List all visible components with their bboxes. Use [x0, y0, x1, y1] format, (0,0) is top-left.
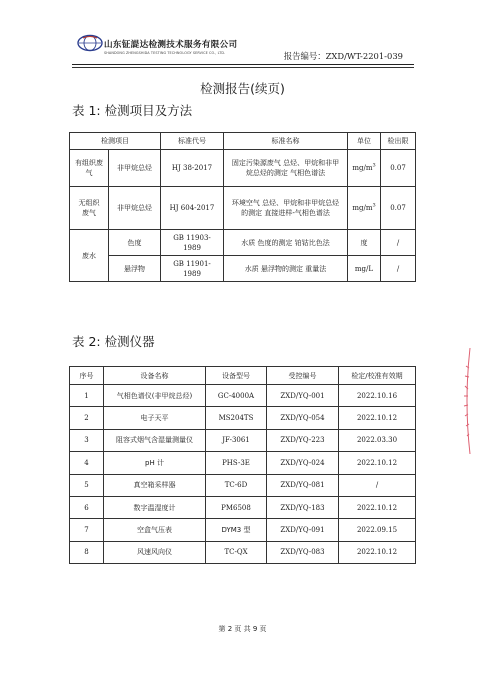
table1-name-cell: 环境空气 总烃、甲烷和非甲烷总烃的测定 直接进样-气相色谱法 [224, 187, 348, 230]
table1-code-cell: GB 11903-1989 [161, 230, 224, 256]
table1-header-cell: 检出限 [381, 133, 416, 150]
table1-name-cell: 固定污染源废气 总烃、甲烷和非甲烷总烃的测定 气相色谱法 [224, 150, 348, 187]
table2-model-cell: PM6508 [206, 496, 267, 518]
table-row [70, 385, 416, 407]
table2-date-cell: 2022.10.16 [339, 385, 416, 407]
company-logo-icon [77, 34, 103, 52]
table2-date-cell: 2022.10.12 [339, 541, 416, 563]
table2-no-cell: 7 [70, 519, 104, 541]
table2-header-cell: 设备型号 [206, 367, 267, 385]
table1-group-cell: 有组织废气 [70, 150, 109, 187]
table1-limit-cell: 0.07 [381, 150, 416, 187]
table2-name-cell: 真空箱采样器 [104, 474, 206, 496]
table1-item-cell: 非甲烷总烃 [109, 187, 161, 230]
table2-header-cell: 序号 [70, 367, 104, 385]
table1-code-cell: HJ 604-2017 [161, 187, 224, 230]
table2-model-cell: TC-QX [206, 541, 267, 563]
table2-date-cell: / [339, 474, 416, 496]
seal-stamp-icon [461, 346, 475, 456]
table1-item-cell: 非甲烷总烃 [109, 150, 161, 187]
table2-id-cell: ZXD/YQ-091 [267, 519, 339, 541]
table1-item-cell: 悬浮物 [109, 256, 161, 282]
table2-model-cell: GC-4000A [206, 385, 267, 407]
table2-no-cell: 1 [70, 385, 104, 407]
table2-id-cell: ZXD/YQ-083 [267, 541, 339, 563]
table1-unit-cell [348, 187, 381, 230]
table1-header-cell: 单位 [348, 133, 381, 150]
table2-date-cell: 2022.03.30 [339, 429, 416, 451]
table2-instruments [69, 366, 416, 564]
report-number-label: 报告编号： [283, 51, 326, 61]
table1-item-cell: 色度 [109, 230, 161, 256]
table2-id-cell: ZXD/YQ-001 [267, 385, 339, 407]
table1-limit-cell: 0.07 [381, 187, 416, 230]
table2-no-cell: 3 [70, 429, 104, 451]
table2-id-cell: ZXD/YQ-223 [267, 429, 339, 451]
table2-date-cell: 2022.10.12 [339, 452, 416, 474]
table2-header-cell: 检定/校准有效期 [339, 367, 416, 385]
table-row [70, 150, 416, 187]
table-row [70, 452, 416, 474]
table-row [70, 519, 416, 541]
table1-code-cell: GB 11901-1989 [161, 256, 224, 282]
table1-title: 表 1: 检测项目及方法 [72, 103, 193, 118]
table1-group-cell: 无组织废气 [70, 187, 109, 230]
report-number [284, 50, 403, 62]
table2-no-cell: 2 [70, 407, 104, 429]
unit-text: mg/m [352, 164, 373, 172]
table2-date-cell: 2022.09.15 [339, 519, 416, 541]
table-row [70, 474, 416, 496]
table1-limit-cell: / [381, 256, 416, 282]
table1-methods [69, 132, 416, 282]
table1-name-cell: 水质 悬浮物的测定 重量法 [224, 256, 348, 282]
table2-name-cell: 阻容式烟气含湿量测量仪 [104, 429, 206, 451]
table2-name-cell: 气相色谱仪(非甲烷总烃) [104, 385, 206, 407]
table2-model-cell: MS204TS [206, 407, 267, 429]
table2-id-cell: ZXD/YQ-024 [267, 452, 339, 474]
table2-name-cell: 空盒气压表 [104, 519, 206, 541]
unit-text: mg/m [352, 204, 373, 212]
table-row [70, 407, 416, 429]
header-rule-thin [72, 67, 414, 68]
table2-no-cell: 8 [70, 541, 104, 563]
report-number-value: ZXD/WT-2201-039 [325, 51, 403, 61]
header-rule [72, 64, 414, 65]
table-row [70, 496, 416, 518]
table-row [70, 429, 416, 451]
table1-header-row [70, 133, 416, 150]
table1-code-cell: HJ 38-2017 [161, 150, 224, 187]
table2-title: 表 2: 检测仪器 [72, 334, 155, 349]
table1-group-cell: 废水 [70, 230, 109, 282]
document-title: 检测报告(续页) [200, 81, 285, 96]
table1-unit-cell [348, 150, 381, 187]
table2-model-cell: DYM3 型 [206, 519, 267, 541]
table1-header-cell: 标准代号 [161, 133, 224, 150]
table-row [70, 256, 416, 282]
table2-header-cell: 受控编号 [267, 367, 339, 385]
table2-id-cell: ZXD/YQ-183 [267, 496, 339, 518]
table2-no-cell: 5 [70, 474, 104, 496]
table2-id-cell: ZXD/YQ-054 [267, 407, 339, 429]
table2-date-cell: 2022.10.12 [339, 407, 416, 429]
table2-name-cell: 数字温湿度计 [104, 496, 206, 518]
table2-no-cell: 6 [70, 496, 104, 518]
table-row [70, 187, 416, 230]
table2-name-cell: pH 计 [104, 452, 206, 474]
page-number: 第 2 页 共 9 页 [218, 625, 267, 633]
table2-date-cell: 2022.10.12 [339, 496, 416, 518]
table-row [70, 230, 416, 256]
table1-limit-cell: / [381, 230, 416, 256]
table1-header-cell: 检测项目 [70, 133, 161, 150]
table2-model-cell: TC-6D [206, 474, 267, 496]
table1-name-cell: 水质 色度的测定 铂钴比色法 [224, 230, 348, 256]
table2-name-cell: 风速风向仪 [104, 541, 206, 563]
table2-model-cell: JF-3061 [206, 429, 267, 451]
table2-name-cell: 电子天平 [104, 407, 206, 429]
table-row [70, 541, 416, 563]
table2-id-cell: ZXD/YQ-081 [267, 474, 339, 496]
unit-superscript: 3 [372, 162, 376, 169]
table2-no-cell: 4 [70, 452, 104, 474]
company-name-en: SHANDONG ZHENGSHIDA TESTING TECHNOLOGY SERVICE CO., LTD. [104, 51, 226, 55]
table2-header-cell: 设备名称 [104, 367, 206, 385]
company-name: 山东钲諟达检测技术服务有限公司 [104, 40, 238, 50]
table2-model-cell: PHS-3E [206, 452, 267, 474]
table1-unit-cell: mg/L [348, 256, 381, 282]
table1-unit-cell: 度 [348, 230, 381, 256]
table1-header-cell: 标准名称 [224, 133, 348, 150]
unit-superscript: 3 [372, 202, 376, 209]
table2-header-row [70, 367, 416, 385]
